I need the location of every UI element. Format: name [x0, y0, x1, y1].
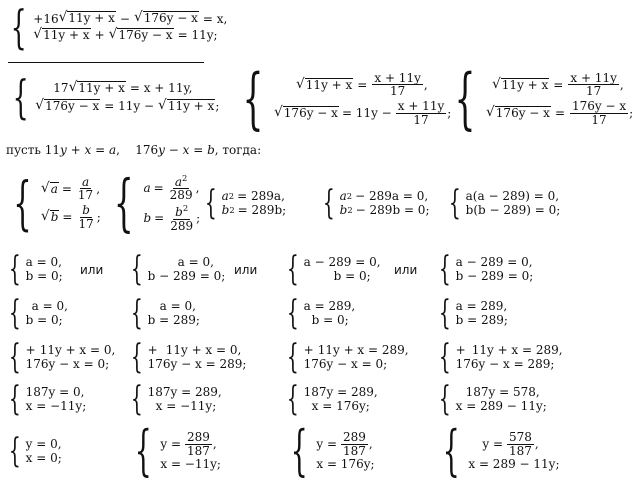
eq-row: √ a = $\frac{a}{17}$ , — [40, 174, 101, 203]
brace: { — [130, 337, 143, 377]
brace: { — [438, 249, 451, 289]
brace: { — [286, 337, 299, 377]
eq-row: y = 0, — [25, 437, 62, 451]
eq-row: a = 0, — [159, 299, 196, 313]
system-18 — [4, 337, 116, 377]
fraction: $\frac{x + 11y}{17}$ — [374, 70, 421, 99]
sqrt: √ 11y + x — [68, 78, 125, 95]
eq-row: 176y − x = 289; — [455, 357, 555, 371]
system-29 — [434, 419, 560, 482]
system-10 — [4, 249, 63, 289]
brace: { — [454, 60, 476, 137]
eq-row: √ b = $\frac{b}{17}$ ; — [40, 203, 101, 231]
fraction: $\frac{289}{187}$ — [187, 429, 210, 458]
eq-row: 176y − x = 289; — [147, 357, 247, 371]
eq-row: 187y = 289, — [147, 385, 222, 399]
brace: { — [322, 183, 335, 223]
eq-row: √ 11y + x = $\frac{x + 11y}{17}$ , — [492, 70, 624, 99]
brace: { — [448, 183, 461, 223]
system-16 — [282, 293, 356, 333]
fraction: $\frac{578}{187}$ — [509, 429, 532, 458]
eq-row: a − 289 = 0, — [455, 255, 533, 269]
fraction: $\frac{289}{187}$ — [343, 429, 366, 458]
eq-row: y = $\frac{289}{187}$ , — [316, 429, 373, 458]
eq-row: √ 11y + x + √ 176y − x = 11y; — [33, 26, 218, 43]
substitution-line: пусть 11y + x = a, 176y − x = b, тогда: — [6, 143, 262, 157]
eq-row: b 2 = 289b; — [221, 203, 287, 217]
system-26 — [4, 431, 62, 471]
system-28 — [282, 419, 375, 482]
system-7 — [200, 183, 287, 223]
sqrt: √ 11y + x — [33, 26, 90, 42]
eq-row: y = $\frac{578}{187}$ , — [482, 429, 539, 458]
brace: { — [8, 337, 21, 377]
eq-row: b − 289 = 0; — [455, 269, 534, 283]
system-15 — [126, 293, 200, 333]
eq-row: 187y = 578, — [465, 385, 540, 399]
or-label: или — [234, 263, 258, 277]
system-14 — [4, 293, 68, 333]
sqrt: √ 11y + x — [296, 75, 353, 92]
brace: { — [442, 419, 460, 482]
system-9 — [444, 183, 561, 223]
brace: { — [10, 0, 27, 54]
eq-row: 187y = 0, — [25, 385, 85, 399]
brace: { — [130, 249, 143, 289]
eq-row: 187y = 289, — [303, 385, 378, 399]
brace: { — [286, 249, 299, 289]
eq-row: + 11y + x = 0, — [25, 343, 116, 357]
system-20 — [282, 337, 409, 377]
eq-row: x = 176y; — [316, 457, 375, 472]
eq-row: x = 0; — [25, 451, 62, 465]
eq-row: x = 289 − 11y; — [468, 457, 560, 472]
brace: { — [204, 183, 217, 223]
brace: { — [438, 293, 451, 333]
eq-row: b 2 − 289b = 0; — [339, 203, 430, 217]
system-12 — [282, 249, 381, 289]
brace: { — [286, 379, 299, 419]
system-19 — [126, 337, 247, 377]
system-1 — [4, 0, 228, 54]
system-4 — [444, 60, 633, 137]
eq-row: √ 176y − x = $\frac{176y - x}{17}$ ; — [486, 99, 633, 127]
system-13 — [434, 249, 534, 289]
eq-row: x = −11y; — [160, 457, 221, 472]
sqrt: √ 176y − x — [486, 103, 550, 120]
sqrt: √ 176y − x — [133, 9, 198, 26]
brace: { — [8, 249, 21, 289]
eq-row: a 2 = 289a, — [221, 189, 285, 203]
eq-row: b = 289; — [147, 313, 200, 327]
divider-line — [8, 62, 204, 63]
eq-row: a = 289, — [455, 299, 508, 313]
eq-row: 17 √ 11y + x = x + 11y, — [53, 78, 193, 96]
brace: { — [134, 419, 152, 482]
eq-row: b − 289 = 0; — [147, 269, 226, 283]
sqrt: √ 11y + x — [58, 9, 115, 26]
sqrt: √ 176y − x — [108, 26, 173, 42]
sqrt: √ 176y − x — [274, 103, 338, 120]
system-2 — [6, 70, 220, 124]
eq-row: b = 289; — [455, 313, 508, 327]
eq-row: 176y − x = 0; — [25, 357, 110, 371]
eq-row: b = 0; — [25, 313, 63, 327]
brace: { — [438, 337, 451, 377]
fraction: $\frac{176y - x}{17}$ — [572, 99, 627, 127]
system-8 — [318, 183, 430, 223]
eq-row: x = 176y; — [311, 399, 370, 413]
eq-row: b = 0; — [25, 269, 63, 283]
eq-row: a = $\frac{a^2}{289}$ , — [143, 172, 200, 203]
sqrt: √ 176y − x — [35, 96, 100, 113]
brace: { — [113, 166, 134, 239]
brace: { — [290, 419, 308, 482]
sqrt: √ 11y + x — [492, 75, 549, 92]
brace: { — [8, 431, 21, 471]
system-17 — [434, 293, 508, 333]
eq-row: 176y − x = 0; — [303, 357, 388, 371]
eq-row: + 11y + x = 289, — [303, 343, 409, 357]
eq-row: y = $\frac{289}{187}$ , — [160, 429, 217, 458]
eq-row: + 11y + x = 0, — [147, 343, 242, 357]
eq-row: x = −11y; — [25, 399, 87, 413]
eq-row: a = 0, — [25, 255, 62, 269]
eq-row: x = −11y; — [155, 399, 217, 413]
brace: { — [286, 293, 299, 333]
eq-row: a = 0, — [177, 255, 214, 269]
fraction: $\frac{x + 11y}{17}$ — [570, 70, 617, 99]
eq-row: b = 0; — [311, 313, 349, 327]
eq-row: √ 11y + x = $\frac{x + 11y}{17}$ , — [296, 70, 428, 99]
brace: { — [8, 293, 21, 333]
eq-row: + 11y + x = 289, — [455, 343, 563, 357]
system-22 — [4, 379, 87, 419]
brace: { — [12, 70, 29, 124]
or-label: или — [394, 263, 418, 277]
eq-row: b = 0; — [333, 269, 371, 283]
brace: { — [130, 379, 143, 419]
brace: { — [438, 379, 451, 419]
system-24 — [282, 379, 378, 419]
system-21 — [434, 337, 563, 377]
eq-row: b = $\frac{b^2}{289}$ ; — [143, 203, 201, 233]
brace: { — [13, 169, 32, 237]
eq-row: √ 176y − x = 11y − $\frac{x + 11y}{17}$ ; — [274, 99, 452, 127]
eq-row: a − 289 = 0, — [303, 255, 381, 269]
brace: { — [130, 293, 143, 333]
fraction: $\frac{x + 11y}{17}$ — [397, 99, 445, 127]
sqrt: √ 11y + x — [158, 96, 215, 113]
eq-row: a 2 − 289a = 0, — [339, 189, 429, 203]
eq-row: x = 289 − 11y; — [455, 399, 547, 413]
eq-row: +16 √ 11y + x − √ 176y − x = x, — [33, 9, 228, 26]
eq-row: a = 0, — [31, 299, 68, 313]
system-27 — [126, 419, 221, 482]
brace: { — [8, 379, 21, 419]
system-5 — [4, 169, 101, 237]
or-label: или — [80, 263, 104, 277]
system-6 — [104, 166, 201, 239]
system-11 — [126, 249, 226, 289]
eq-row: √ 176y − x = 11y − √ 11y + x ; — [35, 96, 220, 113]
eq-row: b(b − 289) = 0; — [465, 203, 561, 217]
system-3 — [232, 60, 452, 137]
eq-row: a(a − 289) = 0, — [465, 189, 560, 203]
system-23 — [126, 379, 222, 419]
brace: { — [242, 60, 264, 137]
system-25 — [434, 379, 547, 419]
eq-row: a = 289, — [303, 299, 356, 313]
